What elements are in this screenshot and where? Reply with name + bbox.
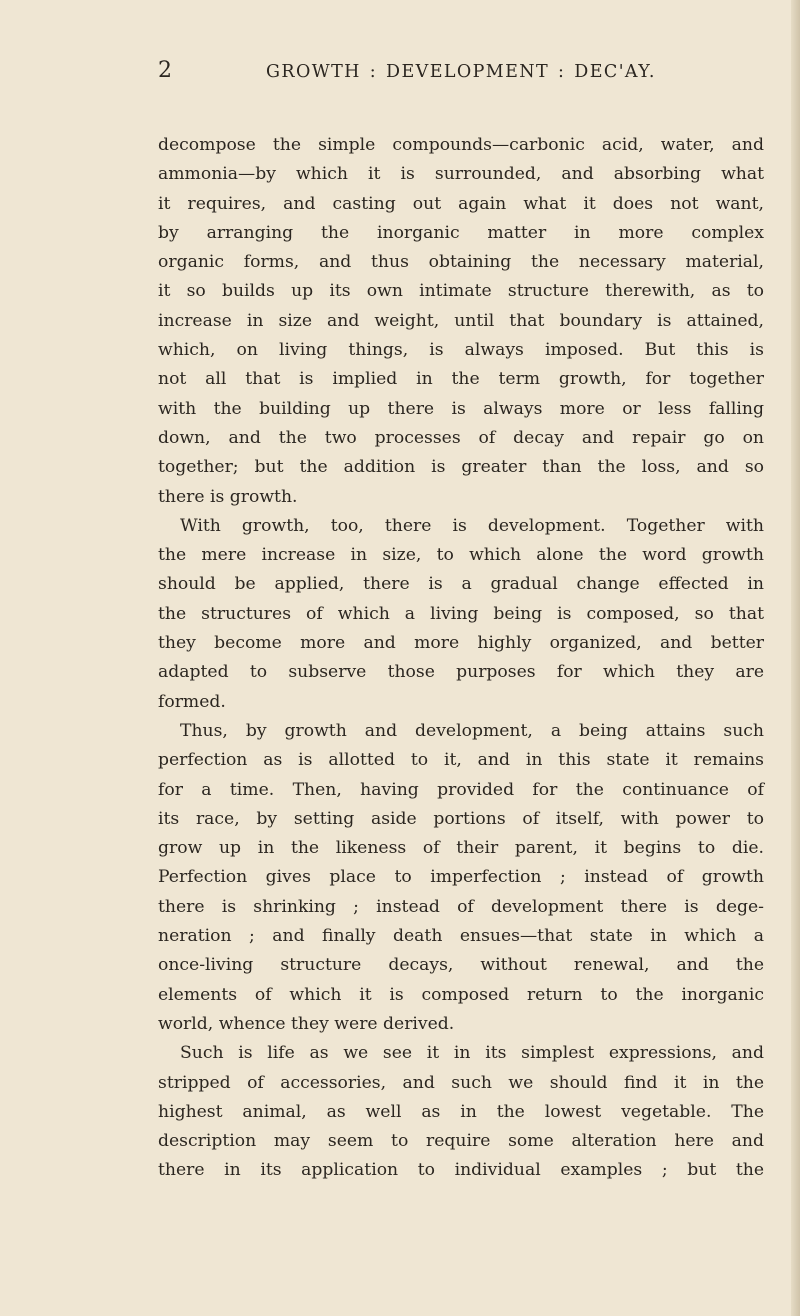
text-line: Such is life as we see it in its simplest expressions, and <box>180 1043 764 1064</box>
text-line: decompose the simple compounds—carbonic acid, water, and <box>158 135 764 155</box>
page-number: 2 <box>158 58 172 83</box>
text-line: for a time. Then, having provided for the continuance of <box>158 779 764 800</box>
text-line: increase in size and weight, until that boundary is attained, <box>158 310 764 331</box>
text-line: formed. <box>158 691 226 712</box>
text-line: not all that is implied in the term growth, for together <box>158 369 764 390</box>
text-line: there in its application to individual examples ; but the <box>158 1160 764 1181</box>
text-line: down, and the two processes of decay and repair go on <box>158 427 764 448</box>
text-line: neration ; and finally death ensues—that state in which a <box>158 926 764 947</box>
text-line: the structures of which a living being is composed, so that <box>158 603 764 624</box>
page-edge <box>791 0 800 1316</box>
running-head: GROWTH : DEVELOPMENT : DEC'AY. <box>266 62 656 82</box>
text-line: Perfection gives place to imperfection ; instead of growth <box>158 867 764 888</box>
text-line: there is shrinking ; instead of development there is dege- <box>158 896 764 917</box>
text-line: organic forms, and thus obtaining the necessary material, <box>158 252 764 273</box>
text-line: which, on living things, is always imposed. But this is <box>158 340 764 361</box>
text-line: adapted to subserve those purposes for which they are <box>158 662 764 683</box>
text-line: together; but the addition is greater than the loss, and so <box>158 457 764 478</box>
text-line: stripped of accessories, and such we should find it in the <box>158 1072 764 1093</box>
text-line: there is growth. <box>158 486 298 507</box>
page-header <box>0 58 800 104</box>
text-line: world, whence they were derived. <box>158 1013 455 1034</box>
text-line: should be applied, there is a gradual change effected in <box>158 574 764 595</box>
text-line: description may seem to require some alteration here and <box>158 1131 764 1152</box>
text-line: ammonia—by which it is surrounded, and absorbing what <box>158 164 764 185</box>
text-line: by arranging the inorganic matter in more complex <box>158 222 764 243</box>
text-line: With growth, too, there is development. Together with <box>180 515 764 536</box>
text-line: it requires, and casting out again what it does not want, <box>158 193 764 214</box>
text-line: Thus, by growth and development, a being attains such <box>180 720 764 741</box>
text-line: grow up in the likeness of their parent, it begins to die. <box>158 838 764 859</box>
text-line: it so builds up its own intimate structure therewith, as to <box>158 281 764 302</box>
text-line: they become more and more highly organized, and better <box>158 633 764 654</box>
text-line: elements of which it is composed return to the inorganic <box>158 984 764 1005</box>
body-text <box>158 131 764 1186</box>
text-line: once-living structure decays, without renewal, and the <box>158 955 764 976</box>
text-line: perfection as is allotted to it, and in this state it remains <box>158 750 764 771</box>
text-line: highest animal, as well as in the lowest vegetable. The <box>158 1101 764 1122</box>
text-line: its race, by setting aside portions of itself, with power to <box>158 808 764 829</box>
text-line: with the building up there is always more or less falling <box>158 398 764 419</box>
text-line: the mere increase in size, to which alone the word growth <box>158 545 764 566</box>
